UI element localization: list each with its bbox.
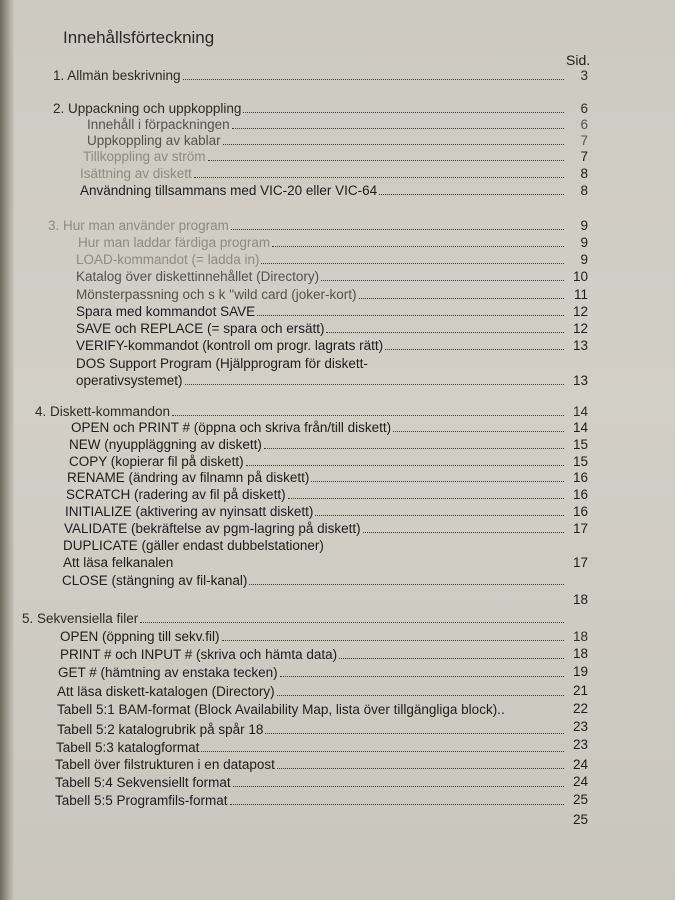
toc-entry-page: 23 bbox=[572, 719, 588, 734]
dot-leader bbox=[208, 149, 564, 161]
toc-entry-text: INITIALIZE (aktivering av nyinsatt diskett) bbox=[65, 504, 314, 519]
dot-leader bbox=[280, 665, 564, 677]
toc-entry-text: 1. Allmän beskrivning bbox=[53, 68, 181, 83]
dot-leader bbox=[264, 437, 564, 449]
toc-entry-text: Tabell 5:1 BAM-format (Block Availability Map, lista över tillgängliga block).. bbox=[57, 702, 505, 717]
toc-entry-text: Tabell över filstrukturen i en datapost bbox=[55, 757, 275, 772]
toc-entry-text: Tabell 5:5 Programfils-format bbox=[55, 793, 228, 808]
dot-leader bbox=[315, 504, 564, 516]
dot-leader bbox=[385, 338, 564, 350]
toc-entry-text: 4. Diskett-kommandon bbox=[35, 404, 171, 419]
toc-entry-page: 6 bbox=[580, 117, 588, 132]
toc-entry bbox=[53, 68, 588, 84]
toc-entry-text: Isättning av diskett bbox=[80, 166, 192, 181]
toc-entry-page: 8 bbox=[580, 166, 588, 181]
toc-entry-text: PRINT # och INPUT # (skriva och hämta data) bbox=[60, 647, 338, 662]
toc-entry-text: Tabell 5:2 katalogrubrik på spår 18 bbox=[57, 722, 264, 737]
toc-entry-page: 6 bbox=[580, 101, 588, 116]
toc-entry-text: 5. Sekvensiella filer bbox=[22, 611, 139, 626]
toc-entry-text: Spara med kommandot SAVE bbox=[76, 304, 256, 319]
toc-entry-text: VALIDATE (bekräftelse av pgm-lagring på diskett) bbox=[64, 521, 361, 536]
toc-entry-text: DOS Support Program (Hjälpprogram för diskett- bbox=[76, 356, 368, 371]
dot-leader bbox=[379, 183, 564, 195]
toc-entry-page: 24 bbox=[572, 757, 588, 772]
dot-leader bbox=[201, 740, 564, 752]
toc-entry-page: 16 bbox=[572, 487, 588, 502]
toc-entry-text: SCRATCH (radering av fil på diskett) bbox=[66, 487, 286, 502]
toc-entry-page: 25 bbox=[572, 812, 588, 827]
toc-entry-page: 9 bbox=[580, 235, 588, 250]
toc-entry-page: 13 bbox=[572, 338, 588, 353]
toc-entry-text: Mönsterpassning och s k ''wild card (joker-kort) bbox=[76, 287, 357, 302]
toc-entry bbox=[65, 504, 588, 520]
dot-leader bbox=[233, 775, 564, 787]
dot-leader bbox=[185, 373, 564, 385]
toc-entry bbox=[64, 521, 588, 537]
dot-leader bbox=[243, 101, 564, 113]
toc-entry-page: 19 bbox=[572, 664, 588, 679]
toc-entry bbox=[87, 117, 588, 133]
toc-entry-text: operativsystemet) bbox=[76, 373, 183, 388]
toc-entry-text: Hur man laddar färdiga program bbox=[78, 235, 271, 250]
dot-leader bbox=[321, 269, 564, 281]
toc-entry-page: 7 bbox=[580, 149, 588, 164]
toc-entry-text: LOAD-kommandot (= ladda in) bbox=[76, 252, 260, 267]
toc-entry-page: 9 bbox=[580, 252, 588, 267]
toc-entry-page: 18 bbox=[572, 592, 588, 607]
toc-entry-page: 12 bbox=[572, 321, 588, 336]
dot-leader bbox=[257, 304, 564, 316]
dot-leader bbox=[231, 218, 564, 230]
toc-entry-page: 11 bbox=[573, 287, 588, 302]
toc-entry bbox=[76, 373, 588, 389]
toc-entry bbox=[76, 252, 588, 268]
toc-entry bbox=[76, 356, 588, 372]
toc-entry bbox=[63, 538, 588, 554]
dot-leader bbox=[140, 611, 564, 623]
toc-entry-page: 16 bbox=[572, 504, 588, 519]
dot-leader bbox=[272, 235, 564, 247]
toc-entry-text: Tabell 5:3 katalogformat bbox=[56, 740, 200, 755]
toc-entry bbox=[63, 555, 588, 571]
dot-leader bbox=[311, 470, 564, 482]
toc-entry bbox=[55, 793, 588, 827]
dot-leader bbox=[230, 793, 564, 805]
dot-leader bbox=[363, 521, 564, 533]
toc-entry bbox=[83, 149, 588, 165]
toc-entry-text: Att läsa felkanalen bbox=[63, 555, 174, 570]
dot-leader bbox=[339, 647, 564, 659]
toc-entry bbox=[80, 183, 588, 199]
toc-entry-page: 12 bbox=[572, 304, 588, 319]
toc-entry bbox=[71, 420, 588, 436]
toc-entry-text: OPEN (öppning till sekv.fil) bbox=[60, 629, 220, 644]
toc-entry-page: 18 bbox=[572, 629, 588, 644]
toc-entry-text: Användning tillsammans med VIC-20 eller VIC-64 bbox=[80, 183, 378, 198]
toc-entry-page: 15 bbox=[572, 454, 588, 469]
dot-leader bbox=[194, 166, 564, 178]
toc-entry-page: 16 bbox=[572, 470, 588, 485]
dot-leader bbox=[249, 573, 564, 585]
toc-entry-text: SAVE och REPLACE (= spara och ersätt) bbox=[76, 321, 325, 336]
toc-entry-page: 8 bbox=[580, 183, 588, 198]
toc-entry-page: 3 bbox=[580, 68, 588, 83]
toc-entry bbox=[66, 487, 588, 503]
dot-leader bbox=[288, 487, 564, 499]
toc-entry bbox=[76, 269, 588, 285]
toc-entry bbox=[69, 437, 588, 453]
toc-entry bbox=[48, 218, 588, 234]
toc-entry bbox=[80, 166, 588, 182]
toc-entry-text: Att läsa diskett-katalogen (Directory) bbox=[57, 684, 275, 699]
page-column-header: Sid. bbox=[566, 52, 591, 68]
toc-entry-text: Tillkoppling av ström bbox=[83, 149, 206, 164]
toc-entry-page: 7 bbox=[580, 133, 588, 148]
toc-entry-page: 21 bbox=[572, 683, 588, 698]
dot-leader bbox=[246, 454, 564, 466]
toc-entry-page: 17 bbox=[572, 521, 588, 536]
toc-entry-page: 13 bbox=[572, 373, 588, 388]
toc-entry-page: 23 bbox=[572, 737, 588, 752]
dot-leader bbox=[232, 117, 564, 129]
toc-entry-text: VERIFY-kommandot (kontroll om progr. lagrats rätt) bbox=[76, 338, 384, 353]
toc-entry bbox=[53, 101, 588, 117]
toc-entry bbox=[67, 470, 588, 486]
toc-entry bbox=[69, 454, 588, 470]
toc-entry-page: 14 bbox=[572, 404, 588, 419]
dot-leader bbox=[359, 287, 564, 299]
toc-entry-page: 25 bbox=[572, 792, 588, 807]
toc-entry-text: DUPLICATE (gäller endast dubbelstationer) bbox=[63, 538, 324, 553]
dot-leader bbox=[265, 722, 564, 734]
toc-entry-page: 17 bbox=[572, 555, 588, 570]
toc-entry-text: 3. Hur man använder program bbox=[48, 218, 229, 233]
toc-entry-text: Tabell 5:4 Sekvensiellt format bbox=[55, 775, 231, 790]
toc-entry-text: CLOSE (stängning av fil-kanal) bbox=[62, 573, 248, 588]
toc-entry-text: GET # (hämtning av enstaka tecken) bbox=[58, 665, 278, 680]
toc-entry-text: OPEN och PRINT # (öppna och skriva från/till diskett) bbox=[71, 420, 392, 435]
toc-entry bbox=[78, 235, 588, 251]
page-title: Innehållsförteckning bbox=[63, 28, 215, 47]
dot-leader bbox=[326, 321, 564, 333]
toc-entry-page: 22 bbox=[572, 701, 588, 716]
toc-entry bbox=[35, 404, 588, 420]
dot-leader bbox=[393, 420, 564, 432]
toc-entry bbox=[76, 321, 588, 337]
toc-entry-page: 24 bbox=[572, 774, 588, 789]
toc-entry-text: Uppkoppling av kablar bbox=[87, 133, 221, 148]
dot-leader bbox=[172, 404, 564, 416]
toc-entry-page: 14 bbox=[572, 420, 588, 435]
toc-entry-page: 9 bbox=[580, 218, 588, 233]
toc-entry-text: Innehåll i förpackningen bbox=[87, 117, 230, 132]
dot-leader bbox=[183, 68, 564, 80]
dot-leader bbox=[261, 252, 564, 264]
toc-entry bbox=[76, 338, 588, 354]
toc-entry bbox=[62, 573, 588, 607]
dot-leader bbox=[223, 133, 564, 145]
dot-leader bbox=[277, 757, 564, 769]
toc-entry-text: 2. Uppackning och uppkoppling bbox=[53, 101, 242, 116]
toc-entry bbox=[76, 304, 588, 320]
dot-leader bbox=[222, 629, 564, 641]
toc-entry bbox=[76, 287, 588, 303]
dot-leader bbox=[277, 684, 564, 696]
toc-entry-page: 10 bbox=[572, 269, 588, 284]
toc-entry bbox=[87, 133, 588, 149]
toc-entry-page: 18 bbox=[572, 646, 588, 661]
toc-entry-text: RENAME (ändring av filnamn på diskett) bbox=[67, 470, 310, 485]
toc-entry-page: 15 bbox=[572, 437, 588, 452]
toc-entry-text: NEW (nyuppläggning av diskett) bbox=[69, 437, 262, 452]
toc-entry-text: Katalog över diskettinnehållet (Directory) bbox=[76, 269, 320, 284]
toc-entry-text: COPY (kopierar fil på diskett) bbox=[69, 454, 244, 469]
